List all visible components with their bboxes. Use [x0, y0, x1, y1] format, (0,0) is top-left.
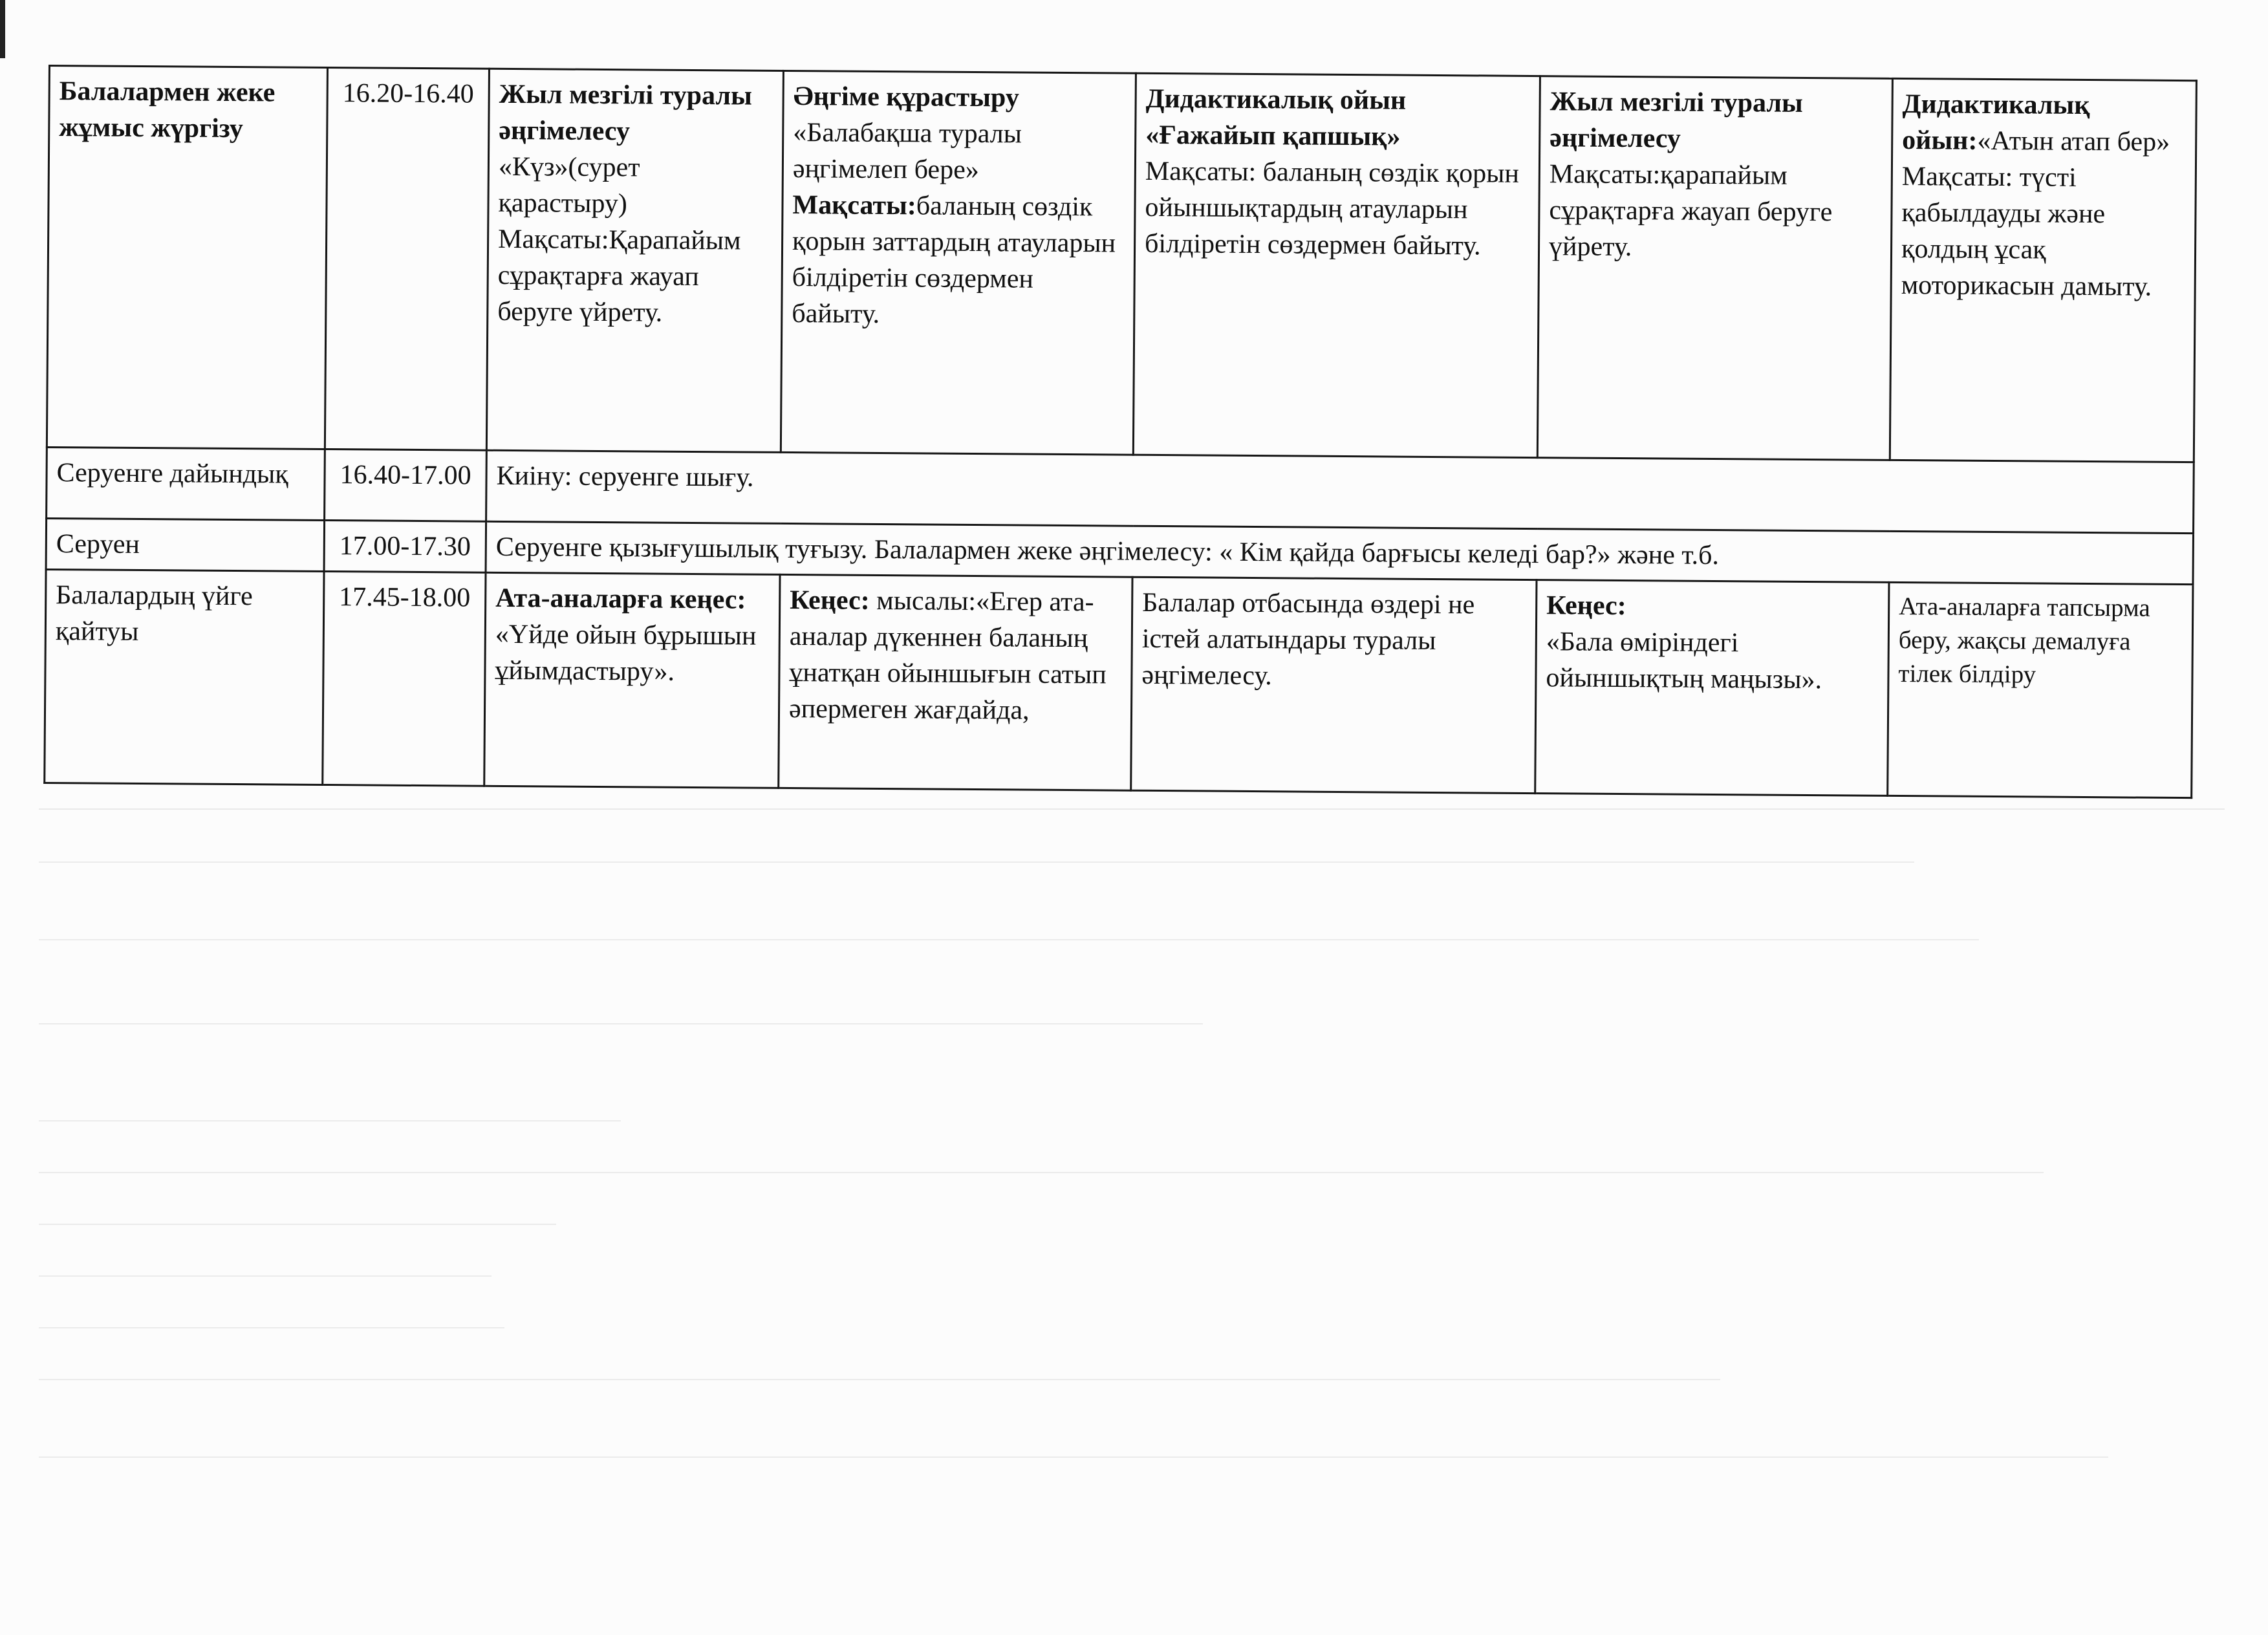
plan-cell: Кеңес: мысалы:«Егер ата-аналар дүкеннен баланың ұнатқан ойыншығын сатып әпермеген жағдайда, [779, 574, 1132, 790]
time-cell: 17.45-18.00 [323, 571, 486, 786]
plan-cell: Киіну: серуенге шығу. [486, 450, 2194, 533]
plan-cell: Дидактикалық ойын «Ғажайып қапшық» Мақсаты: баланың сөздік қорын ойыншықтардың атауларын білдіретін сөздермен байыту. [1133, 73, 1540, 457]
activity-label: Балалардың үйге қайтуы [45, 569, 324, 785]
plan-cell: Серуенге қызығушылық туғызу. Балалармен жеке әңгімелесу: « Кім қайда барғысы келеді бар?» және т.б. [486, 521, 2193, 584]
bleed-through-text [39, 808, 2225, 1625]
scan-edge-mark [0, 0, 5, 58]
activity-label: Серуенге дайындық [47, 447, 325, 520]
table-row [47, 66, 2196, 462]
plan-cell: Жыл мезгілі туралы әңгімелесу «Күз»(сурет қарастыру) Мақсаты:Қарапайым сұрақтарға жауап беруге үйрету. [486, 69, 783, 452]
plan-cell: Кеңес: «Бала өміріндегі ойыншықтың маңызы». [1535, 580, 1889, 796]
plan-cell: Балалар отбасында өздері не істей алатындары туралы әңгімелесу. [1131, 577, 1537, 793]
plan-cell: Ата-аналарға тапсырма беру, жақсы демалуға тілек білдіру [1888, 582, 2193, 797]
time-cell: 16.40-17.00 [325, 449, 487, 521]
plan-cell: Әңгіме құрастыру «Балабақша туралы әңгімелеп бере» Мақсаты:баланың сөздік қорын заттардың атауларын білдіретін сөздермен байыту. [781, 70, 1136, 455]
schedule-table [43, 65, 2198, 799]
plan-cell: Ата-аналарға кеңес: «Үйде ойын бұрышын ұйымдастыру». [484, 572, 780, 788]
plan-cell: Дидактикалық ойын:«Атын атап бер» Мақсаты: түсті қабылдауды және қолдың ұсақ моторикасын дамыту. [1890, 78, 2196, 462]
schedule-sheet [43, 65, 2196, 785]
activity-label: Серуен [46, 518, 325, 571]
time-cell: 16.20-16.40 [325, 68, 489, 451]
time-cell: 17.00-17.30 [324, 520, 486, 572]
activity-label: Балалармен жеке жұмыс жүргізу [47, 66, 327, 449]
table-row [45, 569, 2193, 797]
plan-cell: Жыл мезгілі туралы әңгімелесу Мақсаты:қарапайым сұрақтарға жауап беруге үйрету. [1537, 76, 1892, 460]
